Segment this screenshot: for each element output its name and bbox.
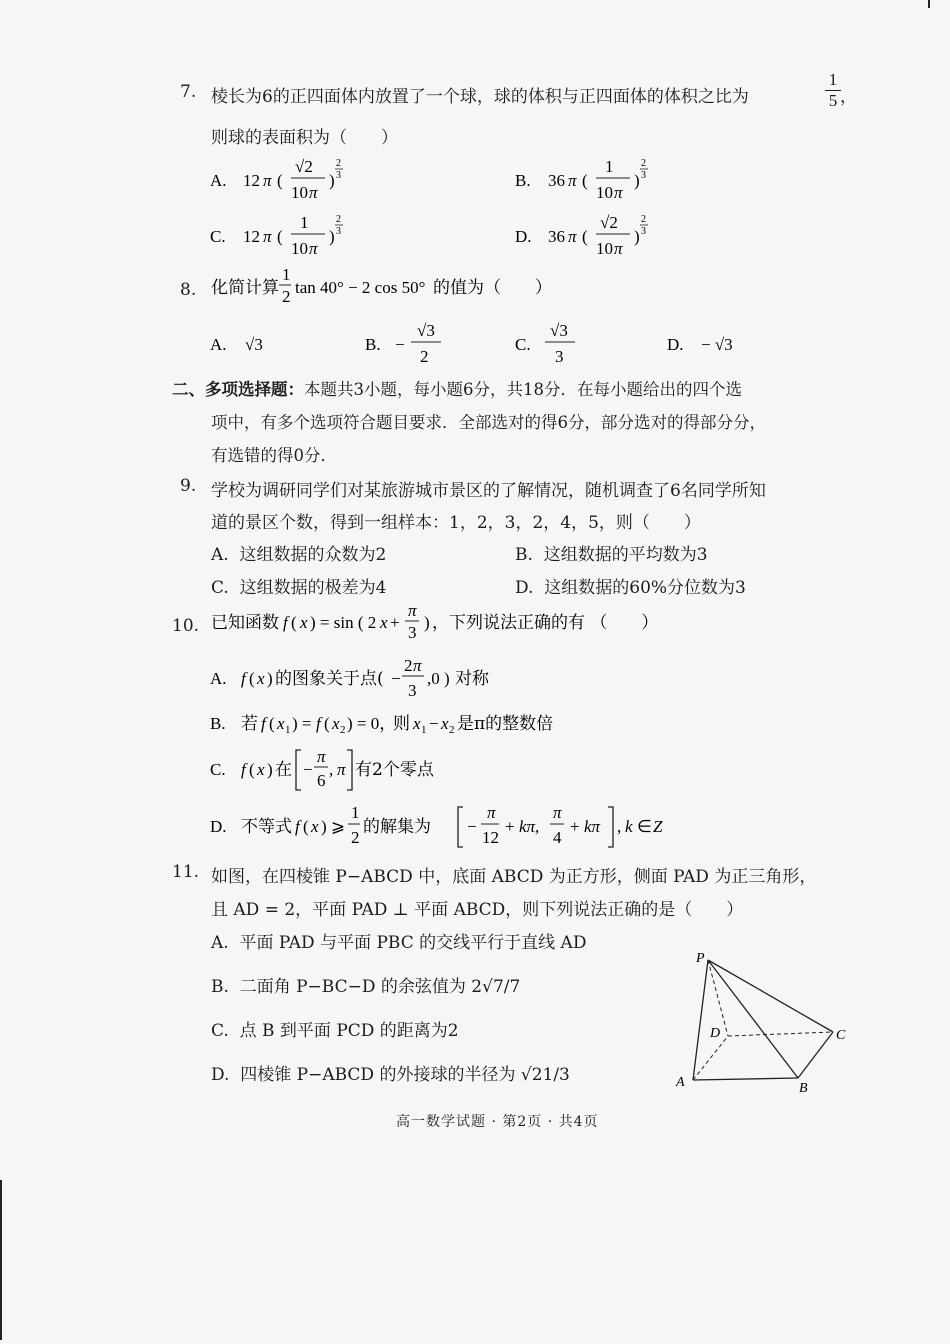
q11-option-c: C. 点 B 到平面 PCD 的距离为2: [211, 1021, 459, 1041]
svg-text:x: x: [441, 714, 449, 733]
svg-text:C.: C.: [210, 760, 226, 779]
svg-text:(: (: [269, 714, 275, 733]
section2-line2: 项中，有多个选项符合题目要求．全部选对的得6分，部分选对的得部分分，: [211, 413, 766, 432]
q11-option-a: A. 平面 PAD 与平面 PBC 的交线平行于直线 AD: [211, 933, 587, 953]
svg-text:− √3: − √3: [701, 335, 733, 354]
svg-text:(: (: [303, 817, 309, 836]
q11-line1: 如图，在四棱锥 P−ABCD 中，底面 ABCD 为正方形，侧面 PAD 为正三角形，: [211, 867, 817, 887]
svg-text:12: 12: [243, 227, 260, 246]
svg-text:x: x: [380, 613, 388, 632]
q7-number: 7.: [180, 82, 197, 102]
svg-text:2: 2: [404, 656, 413, 675]
svg-text:2: 2: [641, 214, 646, 225]
svg-text:√2: √2: [600, 213, 618, 232]
svg-text:): ): [267, 760, 273, 779]
svg-text:(: (: [277, 171, 283, 190]
svg-text:10: 10: [291, 239, 308, 258]
svg-text:2: 2: [351, 828, 360, 847]
vertex-c-label: C: [836, 1028, 846, 1043]
q7-text-line2: 则球的表面积为（ ）: [211, 128, 398, 148]
q7-text-line1: [211, 82, 749, 107]
svg-text:(: (: [277, 227, 283, 246]
svg-text:,: ,: [617, 817, 622, 836]
svg-text:x: x: [257, 760, 265, 779]
svg-text:10: 10: [596, 183, 613, 202]
q8-options: [205, 318, 925, 368]
svg-text:2: 2: [336, 158, 341, 169]
svg-text:1: 1: [605, 157, 614, 176]
svg-text:，下列说法正确的有 （ ）: ，下列说法正确的有 （ ）: [432, 613, 659, 633]
svg-text:,: ,: [329, 760, 334, 779]
edge-pd: [708, 960, 728, 1036]
svg-text:有2个零点: 有2个零点: [355, 760, 434, 780]
svg-text:π: π: [553, 803, 562, 822]
section2-heading: 二、多项选择题：: [172, 380, 304, 399]
svg-text:π: π: [263, 227, 272, 246]
svg-text:tan 40° − 2 cos 50°: tan 40° − 2 cos 50°: [295, 278, 426, 297]
svg-text:π: π: [413, 656, 422, 675]
svg-text:x: x: [300, 613, 308, 632]
scan-mark-left: [0, 1180, 2, 1340]
vertex-p-label: P: [696, 951, 705, 966]
svg-text:3: 3: [641, 226, 646, 237]
svg-text:f: f: [295, 817, 300, 836]
svg-text:的图象关于点(: 的图象关于点(: [275, 669, 384, 689]
svg-text:3: 3: [408, 681, 417, 700]
svg-text:则: 则: [393, 714, 410, 734]
q11-line2: 且 AD = 2，平面 PAD ⊥ 平面 ABCD，则下列说法正确的是（ ）: [211, 900, 744, 920]
svg-text:对称: 对称: [455, 669, 489, 689]
scan-mark-top: [928, 0, 930, 8]
svg-text:f: f: [283, 613, 288, 632]
svg-text:x: x: [311, 817, 319, 836]
svg-text:的值为（ ）: 的值为（ ）: [433, 278, 552, 298]
svg-text:12: 12: [243, 171, 260, 190]
page-footer: 高一数学试题 · 第2页 · 共4页: [396, 1114, 599, 1130]
svg-text:若: 若: [241, 714, 258, 734]
svg-text:x: x: [413, 714, 421, 733]
vertex-b-label: B: [799, 1081, 808, 1096]
q7-stem: 棱长为6的正四面体内放置了一个球，球的体积与正四面体的体积之比为: [211, 87, 749, 107]
edge-ab: [693, 1078, 798, 1080]
svg-text:3: 3: [555, 347, 564, 366]
svg-text:1: 1: [285, 724, 291, 736]
svg-text:在: 在: [275, 760, 292, 780]
svg-text:kπ: kπ: [584, 817, 601, 836]
svg-text:√3: √3: [417, 321, 435, 340]
section2-line3: 有选错的得0分．: [211, 446, 337, 465]
svg-text:+: +: [505, 817, 515, 836]
svg-text:A.: A.: [210, 335, 227, 354]
svg-text:): ): [634, 171, 640, 190]
svg-text:(: (: [324, 714, 330, 733]
svg-text:) ⩾: ) ⩾: [321, 817, 346, 836]
svg-text:3: 3: [641, 170, 646, 181]
svg-text:π: π: [487, 803, 496, 822]
q7-option-a-letter: A.: [210, 171, 227, 190]
svg-text:B.: B.: [365, 335, 381, 354]
svg-text:2: 2: [336, 214, 341, 225]
edge-dc: [728, 1032, 833, 1036]
svg-text:B.: B.: [210, 714, 226, 733]
svg-text:) =: ) =: [292, 714, 312, 733]
svg-text:π: π: [614, 183, 623, 202]
svg-text:∈: ∈: [637, 817, 652, 836]
svg-text:不等式: 不等式: [241, 817, 292, 837]
svg-text:D.: D.: [667, 335, 684, 354]
svg-text:3: 3: [336, 170, 341, 181]
q7-options: [205, 152, 905, 262]
svg-text:+: +: [570, 817, 580, 836]
svg-text:A.: A.: [210, 669, 227, 688]
svg-text:2: 2: [449, 724, 455, 736]
svg-text:(: (: [582, 171, 588, 190]
svg-text:已知函数: 已知函数: [211, 613, 279, 633]
svg-text:√2: √2: [295, 157, 313, 176]
svg-text:,0 ): ,0 ): [427, 669, 450, 688]
edge-bc: [798, 1032, 833, 1078]
svg-text:) = 0，: ) = 0，: [347, 714, 397, 733]
q7-option-b-letter: B.: [515, 171, 531, 190]
q7-option-d-letter: D.: [515, 227, 532, 246]
q9-option-c: C. 这组数据的极差为4: [211, 578, 387, 598]
svg-text:10: 10: [291, 183, 308, 202]
svg-text:√3: √3: [550, 321, 568, 340]
svg-text:x: x: [332, 714, 340, 733]
svg-text:x: x: [277, 714, 285, 733]
section2-intro: 本题共3小题，每小题6分，共18分．在每小题给出的四个选: [304, 380, 742, 399]
q10-number: 10.: [172, 616, 200, 636]
svg-text:2: 2: [641, 158, 646, 169]
svg-text:1: 1: [351, 803, 360, 822]
svg-text:是π的整数倍: 是π的整数倍: [457, 714, 554, 734]
svg-text:π: π: [317, 747, 326, 766]
q9-number: 9.: [180, 476, 197, 496]
svg-text:1: 1: [300, 213, 309, 232]
svg-text:36: 36: [548, 171, 565, 190]
svg-text:π: π: [568, 171, 577, 190]
svg-text:−: −: [467, 817, 477, 836]
svg-text:化简计算: 化简计算: [211, 278, 279, 298]
svg-text:36: 36: [548, 227, 565, 246]
q9-option-d: D. 这组数据的60%分位数为3: [515, 578, 746, 598]
svg-text:): ): [634, 227, 640, 246]
edge-pa: [693, 960, 708, 1080]
svg-text:π: π: [263, 171, 272, 190]
svg-text:2: 2: [340, 724, 346, 736]
svg-text:−: −: [391, 669, 401, 688]
svg-text:f: f: [316, 714, 321, 733]
svg-text:π: π: [614, 239, 623, 258]
svg-text:4: 4: [553, 828, 562, 847]
svg-text:π: π: [309, 183, 318, 202]
svg-text:) = sin ( 2: ) = sin ( 2: [310, 613, 377, 632]
pyramid-figure: [668, 950, 858, 1100]
q8-number: 8.: [180, 280, 197, 300]
svg-text:k: k: [625, 817, 633, 836]
svg-text:(: (: [582, 227, 588, 246]
svg-text:π: π: [568, 227, 577, 246]
q9-option-a: A. 这组数据的众数为2: [211, 545, 387, 565]
svg-text:3: 3: [336, 226, 341, 237]
svg-text:): ): [329, 171, 335, 190]
q11-option-d: D. 四棱锥 P−ABCD 的外接球的半径为 √21/3: [211, 1065, 570, 1085]
svg-text:π: π: [309, 239, 318, 258]
svg-text:的解集为: 的解集为: [363, 817, 431, 837]
svg-text:D.: D.: [210, 817, 227, 836]
svg-text:2: 2: [282, 287, 291, 306]
svg-text:f: f: [241, 760, 246, 779]
svg-text:√3: √3: [245, 335, 263, 354]
q7-ratio: 1 5: [825, 70, 841, 111]
svg-text:C.: C.: [515, 335, 531, 354]
svg-text:π: π: [337, 760, 346, 779]
svg-text:1: 1: [421, 724, 427, 736]
svg-text:(: (: [249, 760, 255, 779]
vertex-a-label: A: [676, 1075, 685, 1090]
q7-option-c-letter: C.: [210, 227, 226, 246]
svg-text:): ): [424, 613, 430, 632]
q7-ratio-suffix: ，: [840, 87, 857, 107]
svg-text:f: f: [241, 669, 246, 688]
q9-line2: 道的景区个数，得到一组样本：1，2，3，2，4，5，则（ ）: [211, 513, 701, 533]
q8-stem: [208, 268, 608, 308]
q11-option-b: B. 二面角 P−BC−D 的余弦值为 2√7/7: [211, 977, 521, 997]
section2-line1: [172, 376, 742, 400]
svg-text:x: x: [257, 669, 265, 688]
q11-number: 11.: [172, 862, 200, 882]
q9-option-b: B. 这组数据的平均数为3: [515, 545, 708, 565]
svg-text:(: (: [291, 613, 297, 632]
svg-text:(: (: [249, 669, 255, 688]
vertex-d-label: D: [710, 1026, 721, 1041]
svg-text:): ): [267, 669, 273, 688]
svg-text:12: 12: [482, 828, 499, 847]
q10-stem: [208, 602, 728, 648]
svg-text:Z: Z: [653, 817, 663, 836]
svg-text:−: −: [303, 760, 313, 779]
q9-line1: 学校为调研同学们对某旅游城市景区的了解情况，随机调查了6名同学所知: [211, 481, 766, 501]
svg-text:π: π: [408, 602, 417, 620]
edge-pc: [708, 960, 833, 1032]
svg-text:f: f: [261, 714, 266, 733]
svg-text:6: 6: [317, 771, 326, 790]
svg-text:3: 3: [408, 623, 417, 642]
svg-text:−: −: [395, 335, 405, 354]
svg-text:2: 2: [420, 347, 429, 366]
svg-text:−: −: [429, 714, 439, 733]
svg-text:1: 1: [282, 268, 291, 284]
edge-pb: [708, 960, 798, 1078]
svg-text:): ): [329, 227, 335, 246]
svg-text:kπ,: kπ,: [519, 817, 540, 836]
q10-options: [205, 652, 905, 862]
svg-text:10: 10: [596, 239, 613, 258]
svg-text:+: +: [390, 613, 400, 632]
